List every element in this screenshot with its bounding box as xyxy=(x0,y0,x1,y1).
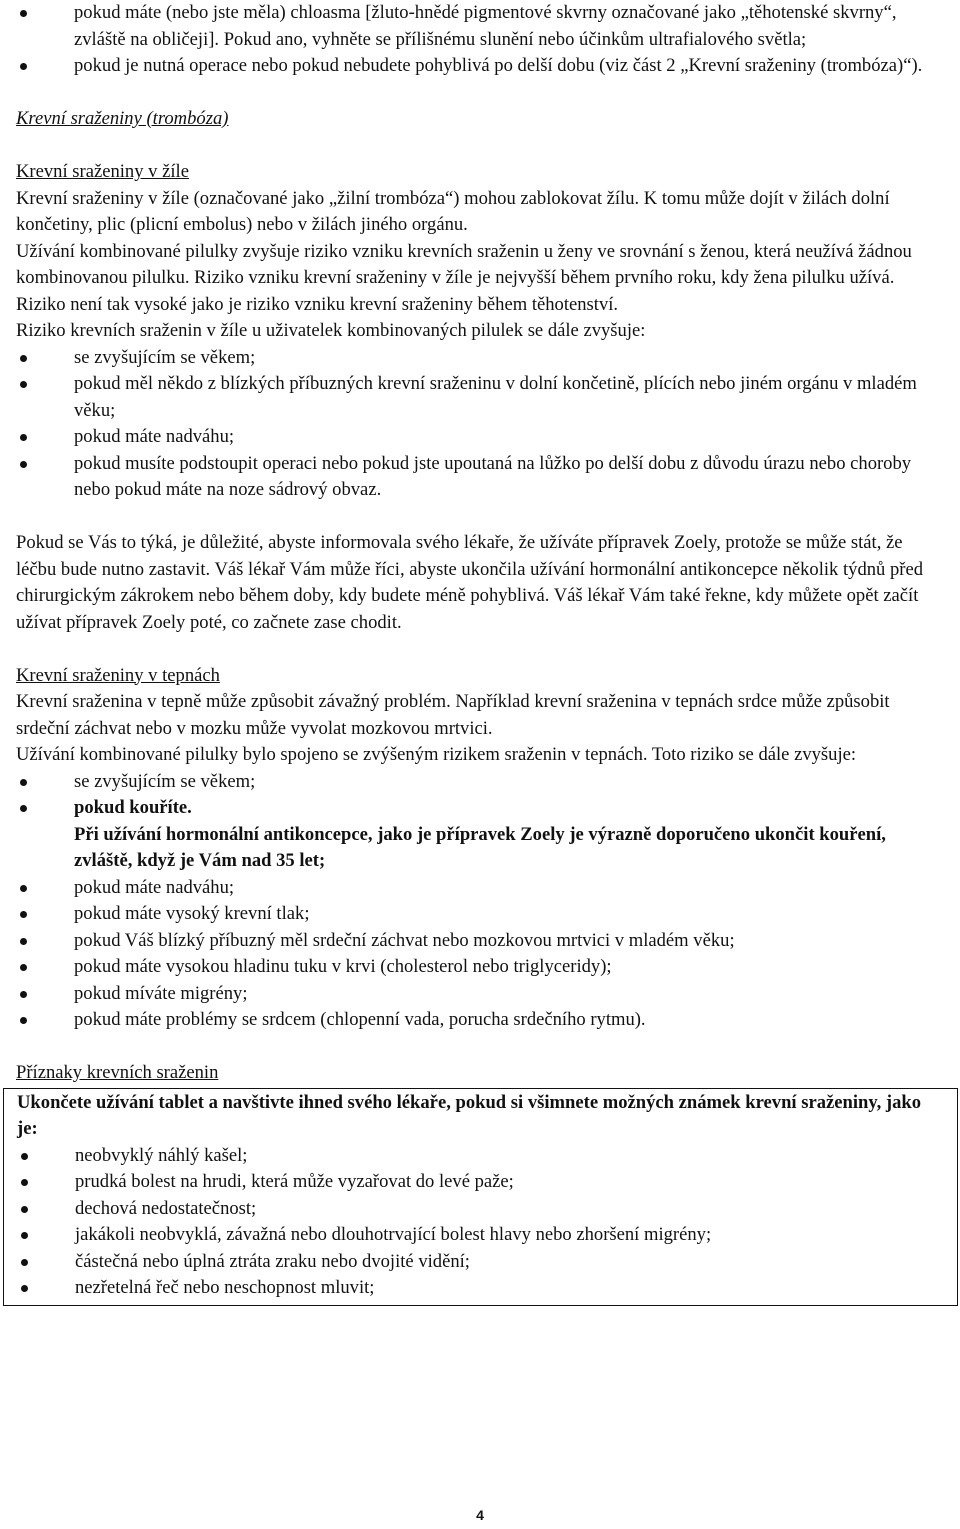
list-item: pokud máte (nebo jste měla) chloasma [žluto-hnědé pigmentové skvrny označované jako „těhotenské skvrny“, zvláště na obličeji]. Pokud ano, vyhněte se přílišnému slunění nebo účinkům ultrafialového světla; xyxy=(16,0,946,53)
symptoms-list xyxy=(17,1143,945,1302)
veins-paragraph-2: Užívání kombinované pilulky zvyšuje riziko vzniku krevních sraženin u ženy ve srovnání s ženou, která neužívá žádnou kombinovanou pilulku. Riziko vzniku krevní sraženiny v žíle je nejvyšší během prvního roku, kdy žena pilulku užívá. Riziko není tak vysoké jako je riziko vzniku krevní sraženiny během těhotenství. xyxy=(16,240,912,315)
arteries-risk-list xyxy=(16,769,946,1034)
list-item: pokud míváte migrény; xyxy=(16,981,946,1008)
smoking-note: Při užívání hormonální antikoncepce, jako je přípravek Zoely je výrazně doporučeno ukončit kouření, zvláště, když je Vám nad 35 let; xyxy=(74,823,886,871)
document-page xyxy=(16,0,946,1306)
list-item: pokud máte nadváhu; xyxy=(16,424,946,451)
list-item: pokud musíte podstoupit operaci nebo pokud jste upoutaná na lůžko po delší dobu z důvodu úrazu nebo choroby nebo pokud máte na noze sádrový obvaz. xyxy=(16,451,946,504)
list-item: pokud je nutná operace nebo pokud nebudete pohyblivá po delší dobu (viz část 2 „Krevní sraženiny (trombóza)“). xyxy=(16,53,946,80)
arteries-heading: Krevní sraženiny v tepnách xyxy=(16,664,220,686)
list-item: se zvyšujícím se věkem; xyxy=(16,769,946,796)
symptoms-box xyxy=(3,1088,958,1306)
veins-risk-list xyxy=(16,345,946,504)
veins-paragraph-3: Riziko krevních sraženin v žíle u uživatelek kombinovaných pilulek se dále zvyšuje: xyxy=(16,320,646,341)
list-item: jakákoli neobvyklá, závažná nebo dlouhotrvající bolest hlavy nebo zhoršení migrény; xyxy=(17,1222,945,1249)
list-item: dechová nedostatečnost; xyxy=(17,1196,945,1223)
section-title: Krevní sraženiny (trombóza) xyxy=(16,108,229,129)
list-item: pokud máte vysoký krevní tlak; xyxy=(16,901,946,928)
list-item: pokud máte nadváhu; xyxy=(16,875,946,902)
list-item: pokud máte vysokou hladinu tuku v krvi (cholesterol nebo triglyceridy); xyxy=(16,954,946,981)
list-item: nezřetelná řeč nebo neschopnost mluvit; xyxy=(17,1275,945,1302)
list-item: pokud měl někdo z blízkých příbuzných krevní sraženinu v dolní končetině, plících nebo jiném orgánu v mladém věku; xyxy=(16,371,946,424)
veins-paragraph-4: Pokud se Vás to týká, je důležité, abyste informovala svého lékaře, že užíváte přípravek Zoely, protože se může stát, že léčbu bude nutno zastavit. Váš lékař Vám může říci, abyste ukončila užívání hormonální antikoncepce několik týdnů před chirurgickým zákrokem nebo během doby, kdy budete méně pohyblivá. Váš lékař Vám také řekne, kdy můžete opět začít užívat přípravek Zoely poté, co začnete zase chodit. xyxy=(16,532,924,633)
symptoms-intro: Ukončete užívání tablet a navštivte ihned svého lékaře, pokud si všimnete možných známek krevní sraženiny, jako je: xyxy=(17,1091,922,1139)
list-item: neobvyklý náhlý kašel; xyxy=(17,1143,945,1170)
page-number: 4 xyxy=(476,1507,484,1523)
veins-paragraph-1: Krevní sraženiny v žíle (označované jako „žilní trombóza“) mohou zablokovat žílu. K tomu může dojít v žilách dolní končetiny, plic (plicní embolus) nebo v žilách jiného orgánu. xyxy=(16,187,890,235)
list-item: pokud máte problémy se srdcem (chlopenní vada, porucha srdečního rytmu). xyxy=(16,1007,946,1034)
symptoms-heading: Příznaky krevních sraženin xyxy=(16,1062,219,1083)
list-item: částečná nebo úplná ztráta zraku nebo dvojité vidění; xyxy=(17,1249,945,1276)
intro-list xyxy=(16,0,946,80)
veins-heading: Krevní sraženiny v žíle xyxy=(16,161,189,182)
list-item-smoking xyxy=(16,795,946,875)
list-item: se zvyšujícím se věkem; xyxy=(16,345,946,372)
arteries-paragraph-2: Užívání kombinované pilulky bylo spojeno se zvýšeným rizikem sraženin v tepnách. Toto riziko se dále zvyšuje: xyxy=(16,744,857,765)
arteries-paragraph-1: Krevní sraženina v tepně může způsobit závažný problém. Například krevní sraženina v tepnách srdce může způsobit srdeční záchvat nebo v mozku může vyvolat mozkovou mrtvici. xyxy=(16,691,890,739)
list-item: pokud Váš blízký příbuzný měl srdeční záchvat nebo mozkovou mrtvici v mladém věku; xyxy=(16,928,946,955)
smoking-item-text: pokud kouříte. xyxy=(74,797,192,818)
list-item: prudká bolest na hrudi, která může vyzařovat do levé paže; xyxy=(17,1169,945,1196)
